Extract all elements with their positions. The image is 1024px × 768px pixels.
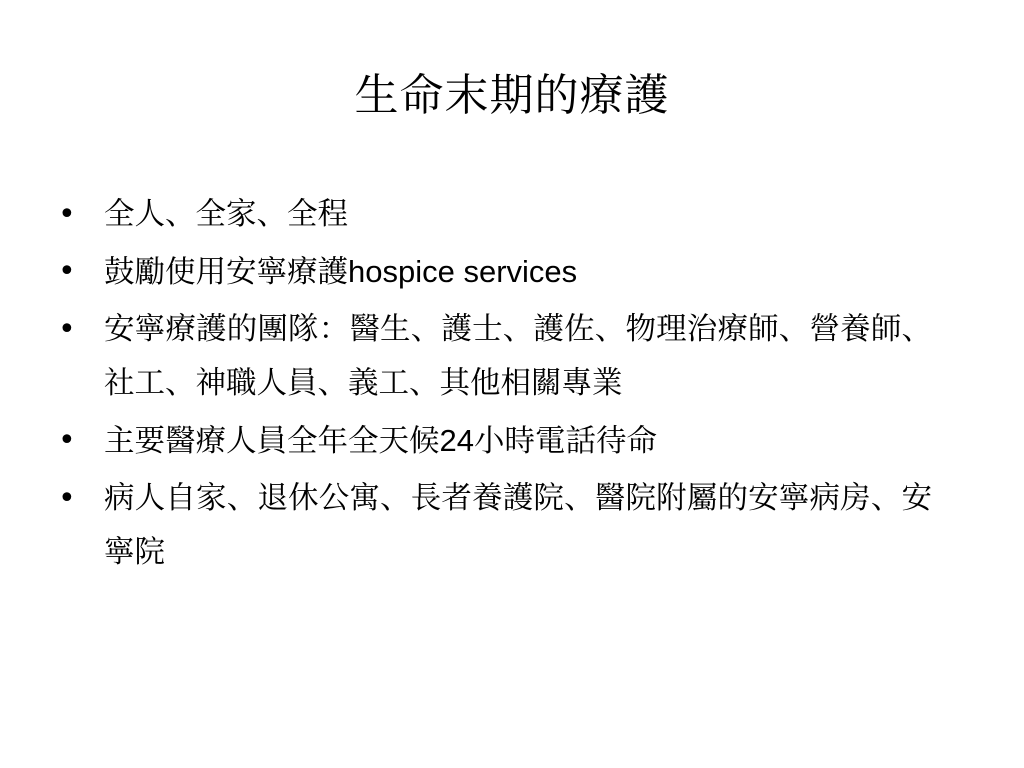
bullet-text: 全人、全家、全程 bbox=[104, 197, 348, 232]
bullet-text-after: 小時電話待命 bbox=[473, 424, 657, 459]
bullet-icon: • bbox=[58, 423, 76, 458]
bullet-icon: • bbox=[58, 481, 76, 516]
bullet-icon: • bbox=[58, 197, 76, 232]
bullet-text-cjk: 鼓勵使用安寧療護 bbox=[104, 255, 348, 290]
bullet-text-before: 主要醫療人員全年全天候 bbox=[104, 424, 440, 459]
bullet-item-care-scope bbox=[52, 188, 952, 242]
bullet-item-hospice-services bbox=[52, 245, 952, 300]
bullet-item-care-settings bbox=[52, 472, 952, 580]
bullet-list bbox=[52, 188, 952, 583]
bullet-text-number: 24 bbox=[439, 423, 474, 458]
bullet-icon: • bbox=[58, 254, 76, 289]
bullet-text: 病人自家、退休公寓、長者養護院、醫院附屬的安寧病房、安寧院 bbox=[104, 481, 932, 570]
bullet-icon: • bbox=[58, 312, 76, 347]
bullet-text: 安寧療護的團隊：醫生、護士、護佐、物理治療師、營養師、社工、神職人員、義工、其他相關專業 bbox=[104, 312, 932, 401]
bullet-item-on-call bbox=[52, 414, 952, 469]
bullet-text-latin: hospice services bbox=[348, 254, 578, 289]
bullet-text bbox=[104, 414, 932, 469]
slide-title: 生命末期的療護 bbox=[354, 70, 670, 121]
bullet-item-hospice-team bbox=[52, 303, 952, 411]
bullet-text bbox=[104, 245, 932, 300]
